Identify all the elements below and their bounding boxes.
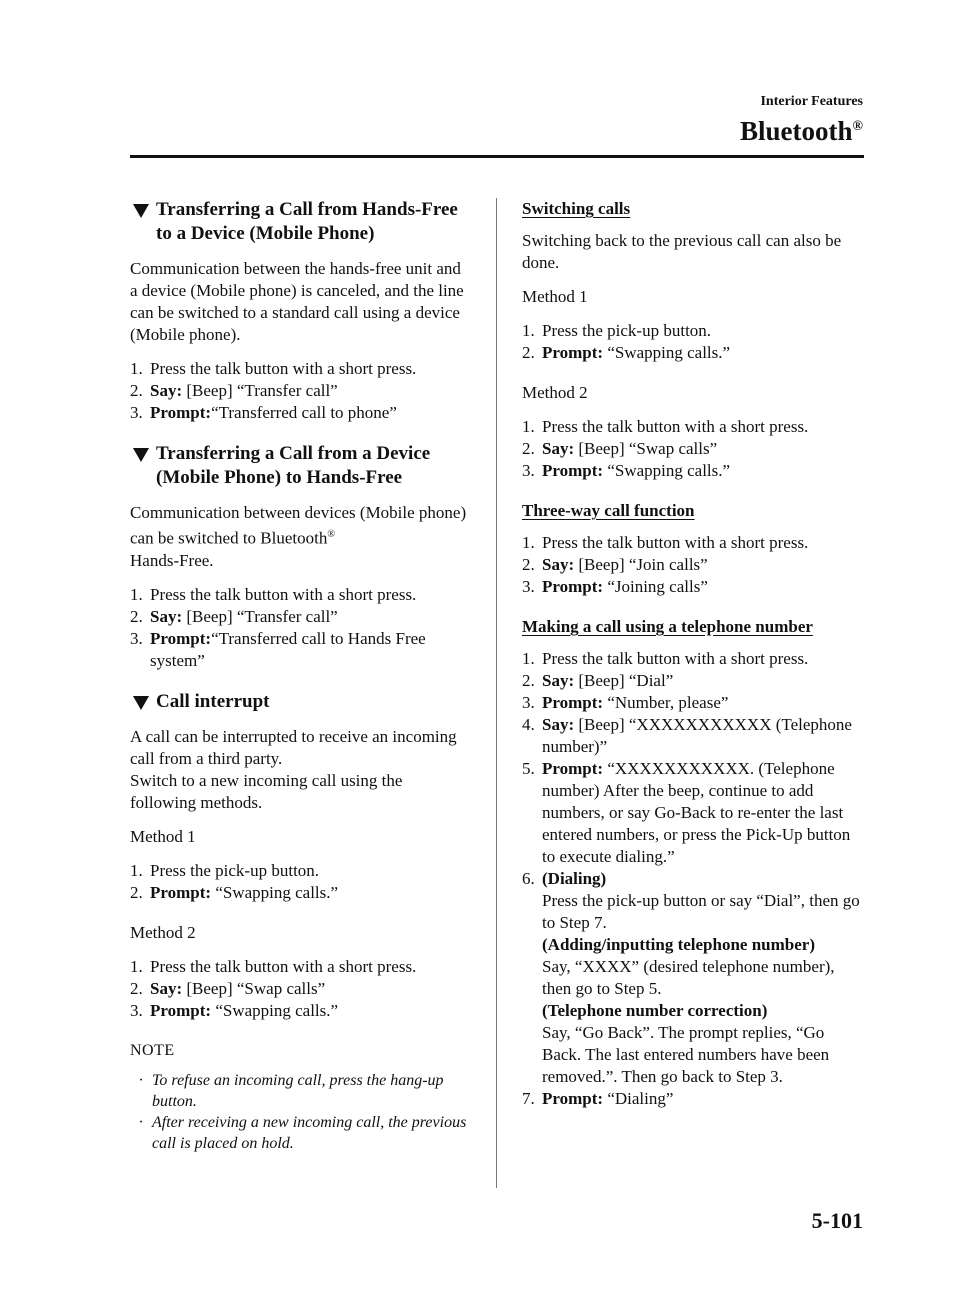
list-item: 1. Press the talk button with a short press. bbox=[522, 533, 809, 552]
list-item: 4. Say: [Beep] “XXXXXXXXXXX (Telephone number)” bbox=[522, 715, 852, 756]
method-label: Method 1 bbox=[522, 287, 588, 306]
paragraph: Communication between the hands-free unit and a device (Mobile phone) is canceled, and the line can be switched to a standard call using a device (Mobile phone). bbox=[130, 259, 464, 344]
paragraph: Switch to a new incoming call using the following methods. bbox=[130, 770, 403, 812]
list-item: 6. (Dialing) Press the pick-up button or say “Dial”, then go to Step 7. (Adding/inputting telephone number) Say, “XXXX” (desired telephone number), then go to Step 5. (Telephone number correction) Say, “Go Back”. The prompt replies, “Go Back. The last entered numbers have been removed.”. Then go back to Step 3. bbox=[522, 869, 860, 1086]
step-list bbox=[522, 320, 862, 364]
section-label: Interior Features bbox=[760, 94, 863, 109]
list-item: 1. Press the talk button with a short press. bbox=[522, 649, 809, 668]
header-rule bbox=[130, 155, 864, 158]
list-item: 3. Prompt:“Transferred call to phone” bbox=[130, 403, 397, 422]
list-item: 2. Say: [Beep] “Transfer call” bbox=[130, 606, 338, 626]
triangle-bullet-icon bbox=[133, 204, 149, 218]
list-item: 3. Prompt: “Number, please” bbox=[522, 693, 729, 712]
step-list bbox=[522, 532, 862, 598]
list-item: 1. Press the talk button with a short press. bbox=[130, 584, 417, 604]
registered-mark: ® bbox=[852, 119, 863, 134]
list-item: 3. Prompt:“Transferred call to Hands Free system” bbox=[130, 628, 426, 670]
list-item: 2. Say: [Beep] “Transfer call” bbox=[130, 381, 338, 400]
page-number: 5-101 bbox=[811, 1208, 863, 1233]
paragraph: Communication between devices (Mobile phone) can be switched to Bluetooth® Hands-Free. bbox=[130, 503, 467, 570]
step-list bbox=[522, 416, 862, 482]
list-item: 2. Say: [Beep] “Dial” bbox=[522, 671, 674, 690]
chapter-title bbox=[740, 116, 863, 146]
list-item: 3. Prompt: “Swapping calls.” bbox=[130, 1000, 339, 1020]
list-item: 1. Press the talk button with a short press. bbox=[522, 417, 809, 436]
paragraph: A call can be interrupted to receive an incoming call from a third party. bbox=[130, 726, 457, 768]
note-label: NOTE bbox=[130, 1041, 175, 1059]
method-label: Method 2 bbox=[522, 383, 588, 402]
list-item: 1. Press the talk button with a short press. bbox=[130, 956, 417, 976]
step-list bbox=[522, 648, 862, 1110]
bullet-dot-icon: · bbox=[138, 1113, 144, 1131]
subsection-switching-calls: Switching calls bbox=[522, 199, 631, 218]
list-item: 2. Say: [Beep] “Swap calls” bbox=[522, 439, 718, 458]
list-item: 1. Press the pick-up button. bbox=[130, 860, 320, 880]
subsection-three-way-call: Three-way call function bbox=[522, 501, 695, 520]
step-list bbox=[130, 358, 470, 424]
list-item: 5. Prompt: “XXXXXXXXXXX. (Telephone number) After the beep, continue to add numbers, or say Go-Back to re-enter the last entered numbers, or press the Pick-Up button to execute dialing.” bbox=[522, 759, 851, 866]
section-heading-transfer-to-handsfree: Transferring a Call from a Device (Mobile Phone) to Hands-Free bbox=[130, 442, 470, 490]
step-list bbox=[130, 584, 470, 672]
list-item: 2. Prompt: “Swapping calls.” bbox=[522, 343, 731, 362]
right-column bbox=[522, 198, 862, 1128]
step-list bbox=[130, 860, 470, 904]
note-item: · After receiving a new incoming call, the previous call is placed on hold. bbox=[130, 1112, 470, 1154]
method-label: Method 1 bbox=[130, 826, 196, 846]
triangle-bullet-icon bbox=[133, 696, 149, 710]
list-item: 3. Prompt: “Joining calls” bbox=[522, 577, 708, 596]
bullet-dot-icon: · bbox=[138, 1071, 144, 1089]
list-item: 2. Say: [Beep] “Join calls” bbox=[522, 555, 708, 574]
list-item: 2. Say: [Beep] “Swap calls” bbox=[130, 978, 326, 998]
subsection-making-call: Making a call using a telephone number bbox=[522, 617, 813, 636]
triangle-bullet-icon bbox=[133, 448, 149, 462]
page-header bbox=[740, 94, 863, 146]
list-item: 1. Press the talk button with a short press. bbox=[130, 359, 417, 378]
list-item: 3. Prompt: “Swapping calls.” bbox=[522, 461, 731, 480]
method-label: Method 2 bbox=[130, 922, 196, 942]
section-heading-call-interrupt: Call interrupt bbox=[130, 690, 470, 714]
left-column bbox=[130, 198, 470, 1154]
column-divider bbox=[496, 198, 497, 1188]
step-list bbox=[130, 956, 470, 1022]
list-item: 2. Prompt: “Swapping calls.” bbox=[130, 882, 339, 902]
paragraph: Switching back to the previous call can also be done. bbox=[522, 231, 842, 272]
list-item: 7. Prompt: “Dialing” bbox=[522, 1089, 674, 1108]
list-item: 1. Press the pick-up button. bbox=[522, 321, 712, 340]
note-item: · To refuse an incoming call, press the hang-up button. bbox=[130, 1070, 470, 1112]
chapter-title-text: Bluetooth bbox=[740, 116, 853, 146]
section-heading-transfer-to-device: Transferring a Call from Hands-Free to a Device (Mobile Phone) bbox=[130, 198, 470, 246]
